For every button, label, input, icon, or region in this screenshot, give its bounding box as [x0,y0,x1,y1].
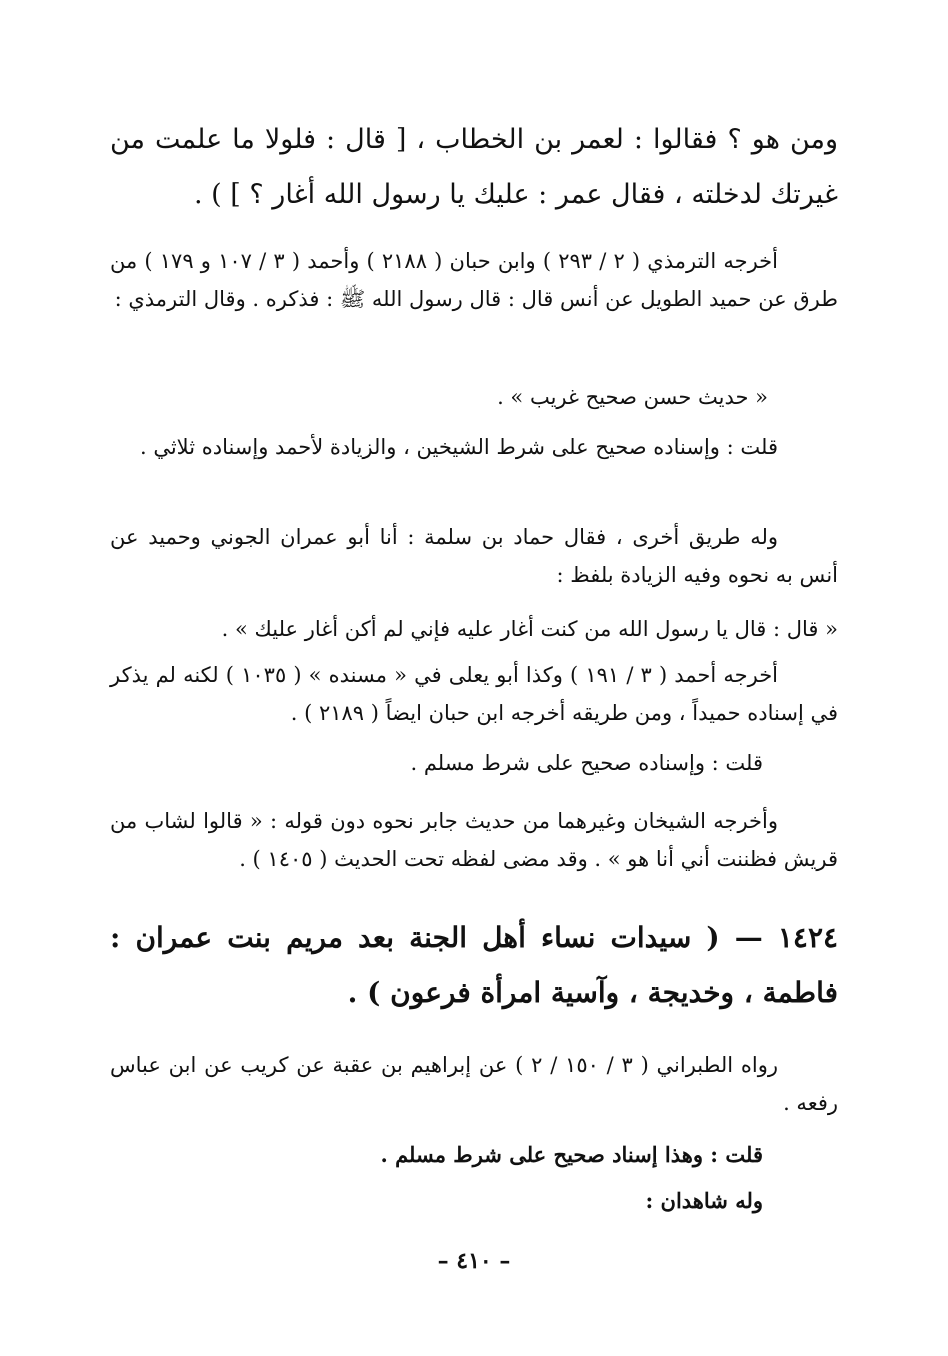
tirmidhi-quote: « حديث حسن صحيح غريب » . [497,385,768,409]
hadith-variant-quote: « قال : قال يا رسول الله من كنت أغار عليه فإني لم أكن أغار عليك » . [221,617,838,641]
hadith-number: ١٤٢٤ [777,921,839,954]
takhrij-paragraph-5: رواه الطبراني ( ٣ / ١٥٠ / ٢ ) عن إبراهيم بن عقبة عن كريب عن ابن عباس رفعه . [110,1053,838,1115]
takhrij-paragraph-3: أخرجه أحمد ( ٣ / ١٩١ ) وكذا أبو يعلى في « مسنده » ( ١٠٣٥ ) لكنه لم يذكر في إسناده حميداً ، ومن طريقه أخرجه ابن حبان ايضاً ( ٢١٨٩ ) . [110,663,838,725]
hadith-heading [110,910,838,1020]
comment-paragraph-3: قلت : وهذا إسناد صحيح على شرط مسلم . [380,1142,763,1167]
comment-paragraph-1: قلت : وإسناده صحيح على شرط الشيخين ، والزيادة لأحمد وإسناده ثلاثي . [139,435,778,459]
comment-paragraph-2: قلت : وإسناده صحيح على شرط مسلم . [410,751,763,775]
hadith-text-continuation: ومن هو ؟ فقالوا : لعمر بن الخطاب ، [ قال : فلولا ما علمت من غيرتك لدخلته ، فقال عمر : عليك يا رسول الله أغار ؟ ] ) . [110,124,838,210]
takhrij-paragraph-4: وأخرجه الشيخان وغيرهما من حديث جابر نحوه دون قوله : « قالوا لشاب من قريش فظننت أني أنا هو » . وقد مضى لفظه تحت الحديث ( ١٤٠٥ ) . [110,809,838,871]
hadith-heading-text: — ( سيدات نساء أهل الجنة بعد مريم بنت عمران : فاطمة ، وخديجة ، وآسية امرأة فرعون ) . [110,921,838,1009]
comment-paragraph-4: وله شاهدان : [645,1188,763,1213]
page-number: – ٤١٠ – [437,1248,511,1274]
takhrij-paragraph-1: أخرجه الترمذي ( ٢ / ٢٩٣ ) وابن حبان ( ٢١٨٨ ) وأحمد ( ٣ / ١٠٧ و ١٧٩ ) من طرق عن حميد الطويل عن أنس قال : قال رسول الله ﷺ : فذكره . وقال الترمذي : [110,249,838,311]
takhrij-paragraph-2: وله طريق أخرى ، فقال حماد بن سلمة : أنا أبو عمران الجوني وحميد عن أنس به نحوه وفيه الزيادة بلفظ : [110,525,838,587]
